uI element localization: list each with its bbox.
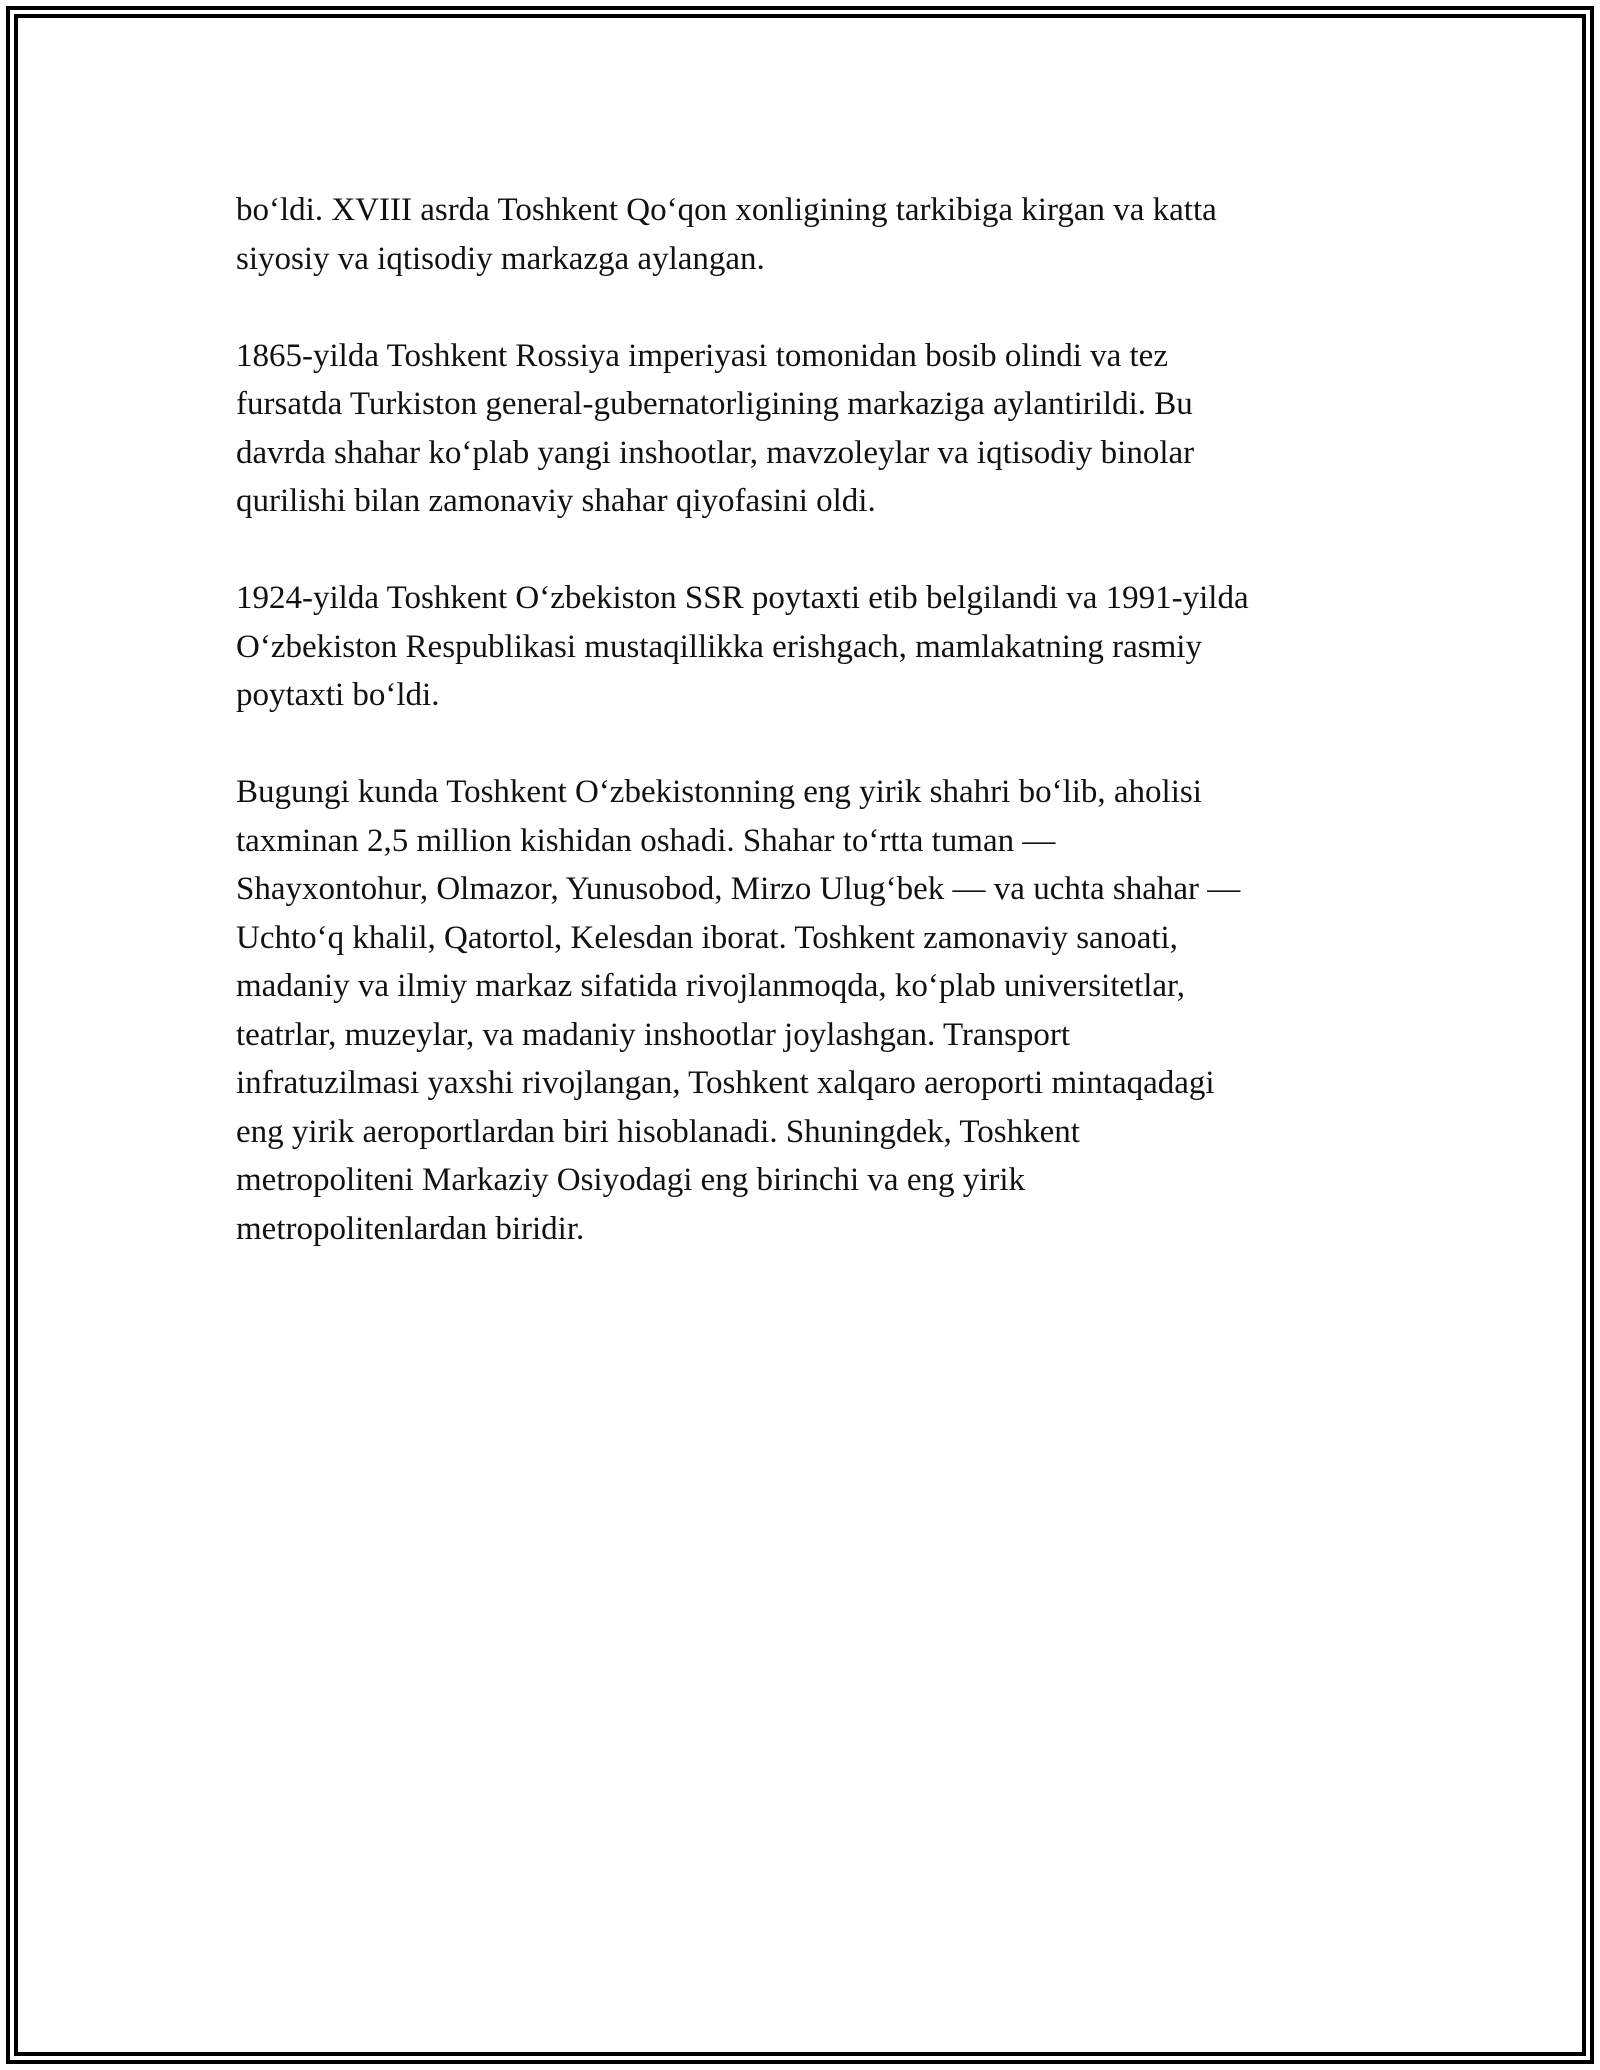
paragraph-modern-tashkent: Bugungi kunda Toshkent O‘zbekistonning eng yirik shahri bo‘lib, aholisi taxminan 2,5 million kishidan oshadi. Shahar to‘rtta tuman — Shayxontohur, Olmazor, Yunusobod, Mirzo Ulug‘bek — va uchta shahar — Uchto‘q khalil, Qatortol, Kelesdan iborat. Toshkent zamonaviy sanoati, madaniy va ilmiy markaz sifatida rivojlanmoqda, ko‘plab universitetlar, teatrlar, muzeylar, va madaniy inshootlar joylashgan. Transport infratuzilmasi yaxshi rivojlangan, Toshkent xalqaro aeroporti mintaqadagi eng yirik aeroportlardan biri hisoblanadi. Shuningdek, Toshkent metropoliteni Markaziy Osiyodagi eng birinchi va eng yirik metropolitenlardan biridir. [236,774,1241,1247]
paragraph-capital-status: 1924-yilda Toshkent O‘zbekiston SSR poytaxti etib belgilandi va 1991-yilda O‘zbekiston Respublikasi mustaqillikka erishgach, mamlakatning rasmiy poytaxti bo‘ldi. [236,580,1249,713]
paragraph-history-qoqon: bo‘ldi. XVIII asrda Toshkent Qo‘qon xonligining tarkibiga kirgan va katta siyosiy va iqtisodiy markazga aylangan. [236,192,1217,277]
paragraph-russian-empire: 1865-yilda Toshkent Rossiya imperiyasi tomonidan bosib olindi va tez fursatda Turkiston general-gubernatorligining markaziga aylantirildi. Bu davrda shahar ko‘plab yangi inshootlar, mavzoleylar va iqtisodiy binolar qurilishi bilan zamonaviy shahar qiyofasini oldi. [236,337,1195,519]
document-body [236,186,1376,1302]
